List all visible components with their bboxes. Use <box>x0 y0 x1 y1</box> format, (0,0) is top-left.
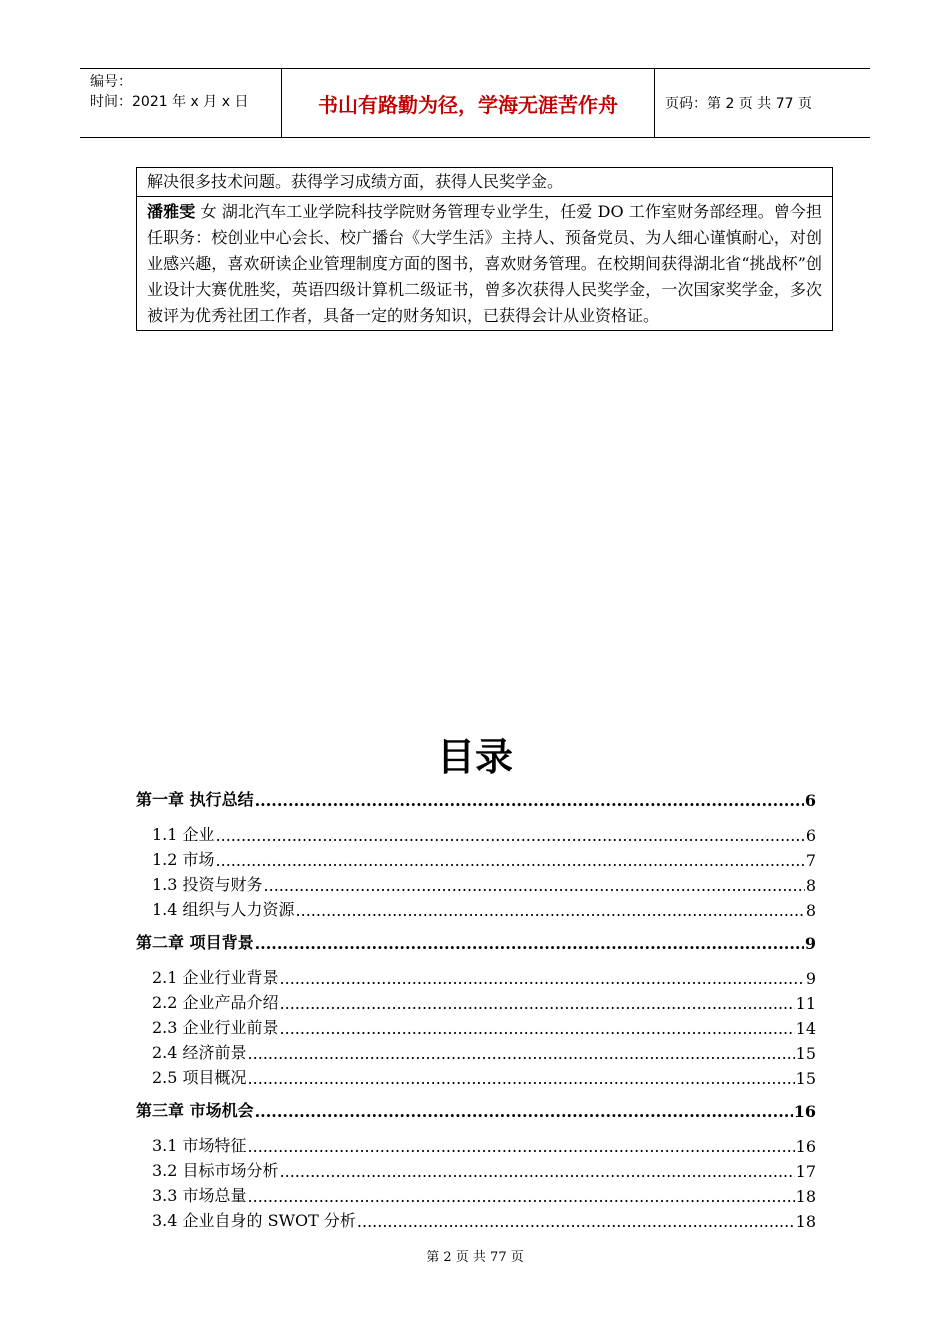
toc-section-label: 1.4 组织与人力资源 <box>152 900 295 919</box>
toc-section-label: 1.1 企业 <box>152 825 215 844</box>
bio-row-member <box>137 197 832 330</box>
toc-spacer <box>136 1088 816 1097</box>
toc-section-entry[interactable] <box>136 1206 816 1231</box>
bio-row-continuation: 解决很多技术问题。获得学习成绩方面，获得人民奖学金。 <box>137 168 832 197</box>
toc-leader-dots <box>357 1212 795 1231</box>
toc-chapter-page: 6 <box>804 791 816 810</box>
toc-section-label: 3.4 企业自身的 SWOT 分析 <box>152 1211 356 1230</box>
header-time-label: 时间：2021 年 x 月 x 日 <box>90 94 249 110</box>
toc-section-page: 17 <box>795 1162 816 1181</box>
toc-title: 目录 <box>436 735 513 779</box>
toc-section-entry[interactable] <box>136 1013 816 1038</box>
toc-leader-dots <box>255 791 804 810</box>
toc-leader-dots <box>248 1137 795 1156</box>
toc-section-label: 2.3 企业行业前景 <box>152 1018 279 1037</box>
toc-section-entry[interactable] <box>136 1156 816 1181</box>
header-motto: 书山有路勤为径，学海无涯苦作舟 <box>282 69 655 137</box>
toc-section-page: 14 <box>795 1019 816 1038</box>
toc-spacer <box>136 920 816 929</box>
toc-leader-dots <box>296 901 805 920</box>
header-number-label: 编号： <box>90 74 132 90</box>
toc-section-page: 8 <box>805 901 816 920</box>
page-footer: 第 2 页 共 77 页 <box>426 1250 524 1265</box>
toc-section-page: 6 <box>805 826 816 845</box>
toc-section-entry[interactable] <box>136 1063 816 1088</box>
member-name: 潘雅雯 <box>147 202 196 221</box>
toc-leader-dots <box>216 826 805 845</box>
toc-leader-dots <box>255 1102 793 1121</box>
toc-leader-dots <box>248 1187 795 1206</box>
toc-section-entry[interactable] <box>136 845 816 870</box>
toc-section-entry[interactable] <box>136 1131 816 1156</box>
toc-section-page: 8 <box>805 876 816 895</box>
toc-section-label: 1.2 市场 <box>152 850 215 869</box>
toc-section-label: 2.2 企业产品介绍 <box>152 993 279 1012</box>
toc-section-page: 15 <box>795 1069 816 1088</box>
toc-chapter-label: 第三章 市场机会 <box>136 1101 254 1120</box>
toc-leader-dots <box>280 969 805 988</box>
toc-section-label: 3.2 目标市场分析 <box>152 1161 279 1180</box>
toc-leader-dots <box>248 1044 795 1063</box>
toc-section-entry[interactable] <box>136 895 816 920</box>
toc-section-entry[interactable] <box>136 1181 816 1206</box>
toc-section-page: 7 <box>805 851 816 870</box>
toc-section-label: 2.4 经济前景 <box>152 1043 247 1062</box>
toc-leader-dots <box>248 1069 795 1088</box>
table-of-contents <box>136 786 816 1231</box>
header-page-info: 页码：第 2 页 共 77 页 <box>665 96 812 112</box>
header-meta <box>80 69 282 137</box>
toc-chapter-page: 9 <box>804 934 816 953</box>
toc-section-page: 18 <box>795 1187 816 1206</box>
toc-leader-dots <box>216 851 805 870</box>
toc-chapter-entry[interactable] <box>136 929 816 953</box>
toc-section-entry[interactable] <box>136 963 816 988</box>
bio-table <box>136 167 833 331</box>
toc-leader-dots <box>255 934 804 953</box>
toc-section-page: 18 <box>795 1212 816 1231</box>
toc-chapter-page: 16 <box>793 1102 816 1121</box>
toc-chapter-entry[interactable] <box>136 1097 816 1121</box>
toc-section-entry[interactable] <box>136 870 816 895</box>
toc-section-label: 3.3 市场总量 <box>152 1186 247 1205</box>
toc-section-label: 2.1 企业行业背景 <box>152 968 279 987</box>
toc-leader-dots <box>280 1162 795 1181</box>
toc-section-entry[interactable] <box>136 1038 816 1063</box>
toc-section-label: 3.1 市场特征 <box>152 1136 247 1155</box>
member-description: 女 湖北汽车工业学院科技学院财务管理专业学生，任爱 DO 工作室财务部经理。曾今担任职务：校创业中心会长、校广播台《大学生活》主持人、预备党员、为人细心谨慎耐心，对创业感兴趣，喜欢研读企业管理制度方面的图书，喜欢财务管理。在校期间获得湖北省“挑战杯”创业设计大赛优胜奖，英语四级计算机二级证书，曾多次获得人民奖学金，一次国家奖学金，多次被评为优秀社团工作者，具备一定的财务知识，已获得会计从业资格证。 <box>147 202 822 325</box>
toc-section-page: 16 <box>795 1137 816 1156</box>
toc-section-page: 15 <box>795 1044 816 1063</box>
page-header <box>80 68 870 138</box>
toc-chapter-entry[interactable] <box>136 786 816 810</box>
toc-section-entry[interactable] <box>136 820 816 845</box>
toc-leader-dots <box>264 876 805 895</box>
toc-section-label: 2.5 项目概况 <box>152 1068 247 1087</box>
toc-section-label: 1.3 投资与财务 <box>152 875 263 894</box>
toc-section-entry[interactable] <box>136 988 816 1013</box>
toc-leader-dots <box>280 1019 795 1038</box>
toc-section-page: 11 <box>795 994 816 1013</box>
toc-leader-dots <box>280 994 795 1013</box>
toc-chapter-label: 第二章 项目背景 <box>136 933 254 952</box>
toc-section-page: 9 <box>805 969 816 988</box>
toc-chapter-label: 第一章 执行总结 <box>136 790 254 809</box>
